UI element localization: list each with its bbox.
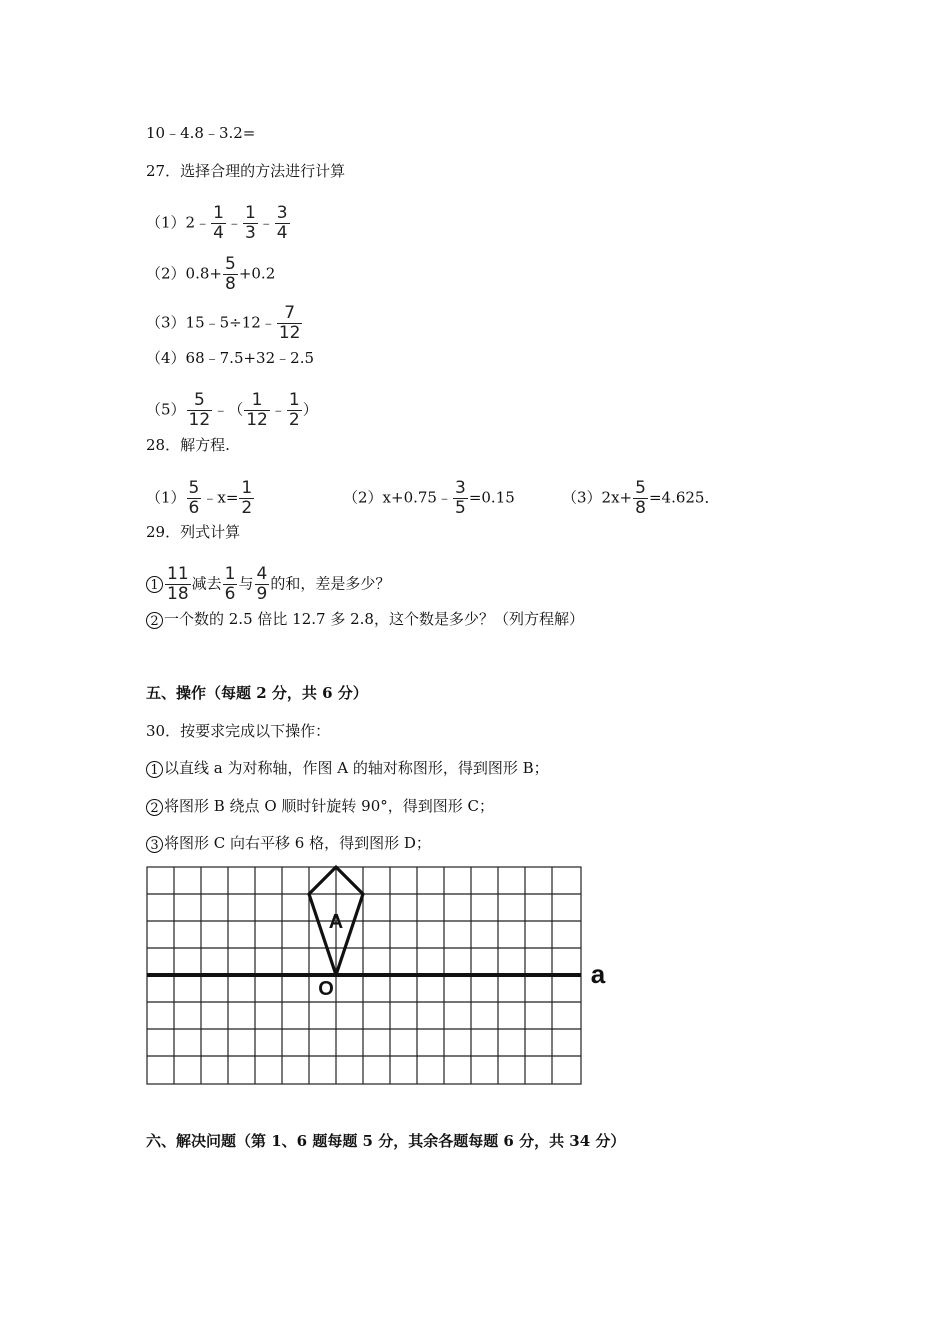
expr-part: ） (302, 400, 318, 419)
fraction: $\frac{7}{12}$ (278, 303, 301, 343)
circled-number-icon: 1 (146, 576, 163, 593)
item-label: （3） (562, 488, 602, 507)
item-label: （1） (146, 213, 186, 232)
fraction: $\frac{1}{12}$ (246, 390, 268, 430)
axis-label-a: a (590, 959, 606, 989)
fraction: $\frac{1}{4}$ (213, 203, 224, 243)
expr-part: +0.2 (238, 264, 276, 283)
text-part: 将图形 B 绕点 O 顺时针旋转 90°，得到图形 C； (164, 797, 494, 815)
item-label: （3） (146, 313, 186, 332)
fraction: $\frac{5}{6}$ (188, 478, 200, 518)
expr-part: 15﹣5÷12﹣ (185, 313, 276, 332)
fraction: $\frac{1}{6}$ (224, 564, 236, 604)
point-label-o: O (318, 978, 334, 1000)
whole-number: 2﹣ (185, 213, 211, 232)
item-label: （4） (146, 349, 186, 367)
operator: ﹣ (270, 400, 286, 419)
q30-step-2 (146, 796, 494, 816)
shape-label-a: A (328, 911, 344, 933)
q30-step-3 (146, 833, 431, 853)
q26-expression: 10﹣4.8﹣3.2= (146, 124, 256, 142)
text-part: 减去 (191, 574, 222, 593)
q27-title: 27．选择合理的方法进行计算 (146, 162, 346, 180)
q27-item-4 (146, 348, 314, 368)
fraction: $\frac{1}{2}$ (241, 478, 253, 518)
circled-number-icon: 2 (146, 612, 163, 629)
q28-equation-3 (562, 479, 719, 518)
q27-item-3 (146, 304, 303, 343)
fraction: $\frac{1}{2}$ (288, 390, 300, 430)
q27-item-1 (146, 204, 291, 243)
q30-title: 30．按要求完成以下操作： (146, 722, 331, 740)
expr-part: 0.8+ (185, 264, 222, 283)
q27-item-5 (146, 391, 318, 430)
q28-equation-2 (343, 479, 515, 518)
q30-step-1 (146, 758, 549, 778)
q29-sub-1 (146, 565, 390, 604)
q27-item-2 (146, 255, 275, 294)
fraction: $\frac{5}{8}$ (224, 254, 236, 294)
text-part: 与 (238, 574, 254, 593)
expr-part: =4.625． (648, 488, 720, 507)
q29-sub-2 (146, 609, 584, 629)
expr-part: ﹣（ (213, 400, 244, 419)
operator: ﹣ (226, 213, 242, 232)
expr-part: x+0.75﹣ (382, 488, 452, 507)
item-label: （2） (146, 264, 186, 283)
text-part: 的和，差是多少？ (270, 574, 391, 593)
expr-part: ﹣x= (202, 488, 239, 507)
fraction: $\frac{3}{5}$ (454, 478, 466, 518)
expr-part: 2x+ (601, 488, 633, 507)
item-label: （1） (146, 488, 186, 507)
q28-title: 28．解方程. (146, 436, 230, 454)
expr-part: 68﹣7.5+32﹣2.5 (185, 349, 314, 367)
operator: ﹣ (258, 213, 274, 232)
fraction: $\frac{5}{8}$ (635, 478, 646, 518)
text-part: 将图形 C 向右平移 6 格，得到图形 D； (164, 834, 431, 852)
fraction: $\frac{11}{18}$ (167, 564, 189, 604)
q28-equation-1 (146, 479, 255, 518)
circled-number-icon: 2 (146, 799, 163, 816)
circled-number-icon: 3 (146, 836, 163, 853)
section-5-heading: 五、操作（每题 2 分，共 6 分） (146, 684, 368, 702)
item-label: （2） (343, 488, 383, 507)
fraction: $\frac{4}{9}$ (256, 564, 268, 604)
text-part: 以直线 a 为对称轴，作图 A 的轴对称图形，得到图形 B； (164, 759, 549, 777)
expr-part: =0.15 (468, 488, 515, 507)
item-label: （5） (146, 400, 186, 419)
text-part: 一个数的 2.5 倍比 12.7 多 2.8，这个数是多少？（列方程解） (164, 610, 584, 628)
section-6-heading: 六、解决问题（第 1、6 题每题 5 分，其余各题每题 6 分，共 34 分） (146, 1132, 626, 1150)
symmetry-grid-figure (140, 860, 620, 1092)
fraction: $\frac{1}{3}$ (244, 203, 256, 243)
fraction: $\frac{3}{4}$ (276, 203, 288, 243)
q29-title: 29．列式计算 (146, 523, 241, 541)
fraction: $\frac{5}{12}$ (188, 390, 211, 430)
circled-number-icon: 1 (146, 761, 163, 778)
